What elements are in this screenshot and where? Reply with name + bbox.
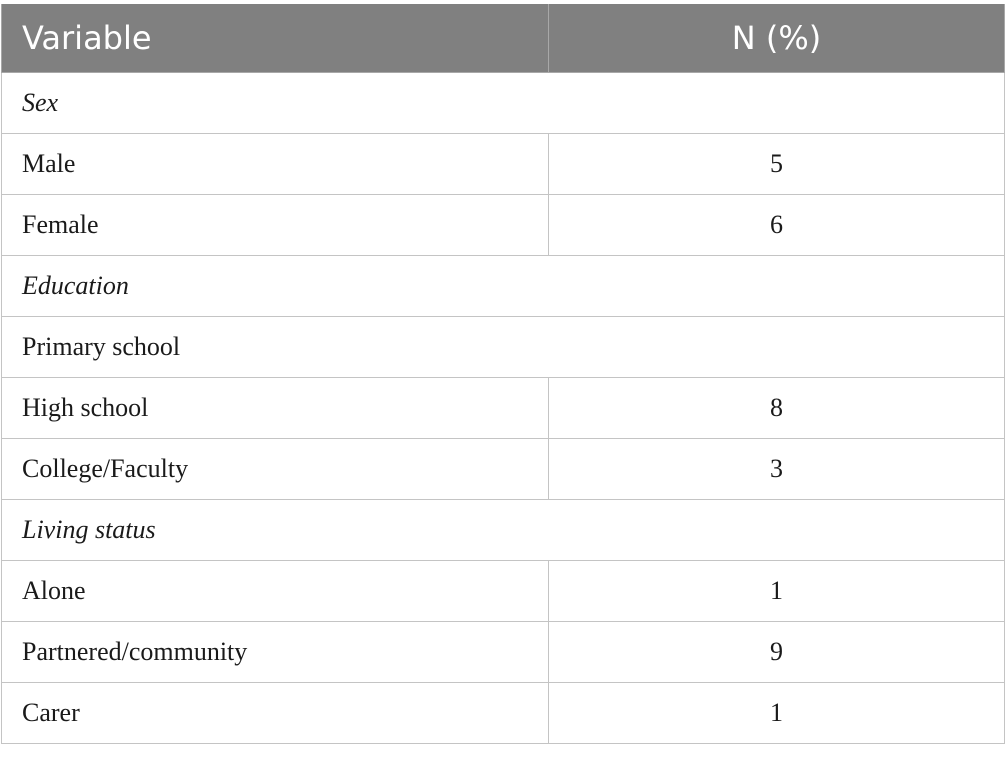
row-value: 1 xyxy=(549,561,1005,622)
section-label: Living status xyxy=(2,500,1005,561)
demographics-table xyxy=(1,4,1005,744)
table-row xyxy=(2,195,1005,256)
table-header xyxy=(2,4,1005,73)
row-label: Alone xyxy=(2,561,549,622)
table-row xyxy=(2,622,1005,683)
section-label: Education xyxy=(2,256,1005,317)
row-label: Male xyxy=(2,134,549,195)
table-body xyxy=(2,73,1005,744)
header-row xyxy=(2,4,1005,73)
section-row-living-status xyxy=(2,500,1005,561)
row-label: Carer xyxy=(2,683,549,744)
header-variable: Variable xyxy=(2,4,549,73)
row-label: Female xyxy=(2,195,549,256)
section-label: Sex xyxy=(2,73,1005,134)
row-value: 6 xyxy=(549,195,1005,256)
table-row xyxy=(2,378,1005,439)
row-label: College/Faculty xyxy=(2,439,549,500)
section-row-education xyxy=(2,256,1005,317)
table-row xyxy=(2,317,1005,378)
section-row-sex xyxy=(2,73,1005,134)
row-value: 9 xyxy=(549,622,1005,683)
row-label: Primary school xyxy=(2,317,1005,378)
row-value: 8 xyxy=(549,378,1005,439)
table-row xyxy=(2,683,1005,744)
row-value: 1 xyxy=(549,683,1005,744)
table-row xyxy=(2,439,1005,500)
header-n-percent: N (%) xyxy=(549,4,1005,73)
table-row xyxy=(2,561,1005,622)
row-label: High school xyxy=(2,378,549,439)
row-value: 5 xyxy=(549,134,1005,195)
row-label: Partnered/community xyxy=(2,622,549,683)
row-value: 3 xyxy=(549,439,1005,500)
table-row xyxy=(2,134,1005,195)
